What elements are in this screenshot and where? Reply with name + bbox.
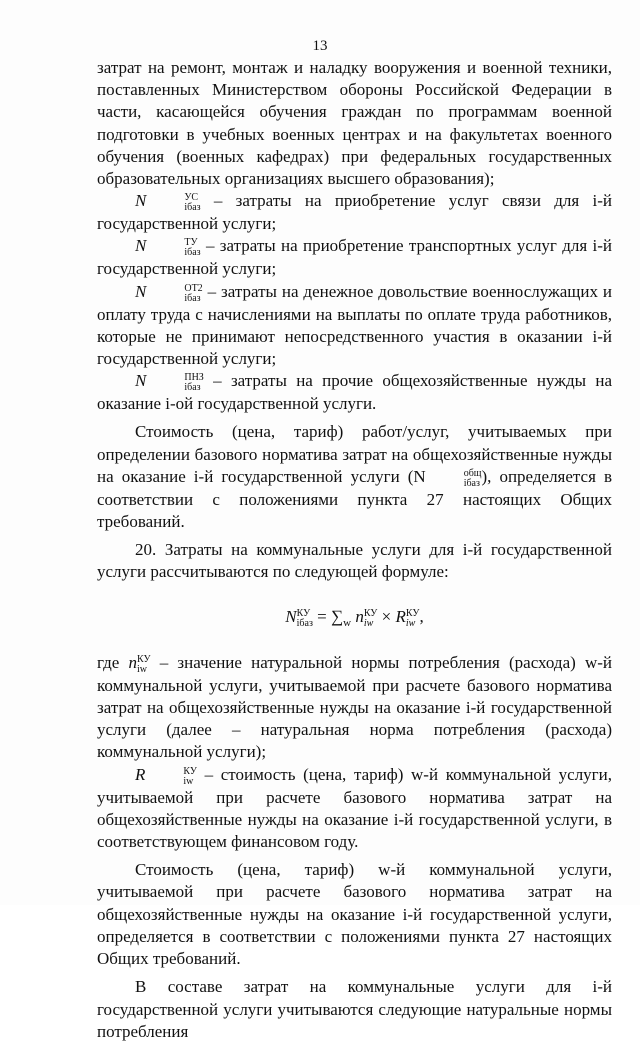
symbol-n-us: N УС iбаз (135, 191, 201, 214)
paragraph-2: N УС iбаз – затраты на приобретение услуг связи для i-й государственной услуги; (97, 191, 612, 234)
paragraph-10: Стоимость (цена, тариф) w-й коммунальной услуги, учитываемой при расчете базового норматива затрат на общехозяйственные нужды на оказание i-й государственной услуги, определяется в соответствии с положениями пункта 27 настоящих Общих требований. (97, 860, 612, 969)
paragraph-8: где n КУ iw – значение натуральной нормы потребления (расхода) w-й коммунальной услуги, учитываемой при расчете базового норматива затрат на общехозяйственные нужды на оказание i-й государственной услуги (далее – натуральная норма потребления (расхода) коммунальной услуги); (97, 652, 612, 762)
paragraph-1: затрат на ремонт, монтаж и наладку вооружения и военной техники, поставленных Министерством обороны Российской Федерации в части, касающейся обучения граждан по программам военной подготовки в учебных военных центрах и на факультетах военного обучения (военных кафедрах) при федеральных государственных образовательных организациях высшего образования); (97, 58, 612, 189)
paragraph-9: R КУ iw – стоимость (цена, тариф) w-й коммунальной услуги, учитываемой при расчете базового норматива затрат на общехозяйственные нужды на оказание i-й государственной услуги, в соответствующем финансовом году. (97, 764, 612, 852)
symbol-n-tu: N ТУ iбаз (135, 236, 201, 259)
symbol-r-ku: R КУ iw (135, 764, 197, 787)
formula: N КУ iбаз = $\sum_w$ n КУ iw × R КУ iw , (285, 606, 424, 629)
symbol-n-pnz: N ПНЗ iбаз (135, 371, 204, 394)
paragraph-6: Стоимость (цена, тариф) работ/услуг, учитываемых при определении базового норматива затрат на общехозяйственные нужды на оказание i-й государственной услуги (N общ iбаз ), определяется в соответствии с положениями пункта 27 настоящих Общих требований. (97, 422, 613, 532)
paragraph-4: N ОТ2 iбаз – затраты на денежное довольствие военнослужащих и оплату труда с начислениями на выплаты по оплате труда работников, которые не принимают непосредственного участия в оказании i-й государственной услуги; (97, 281, 612, 369)
paragraph-5: N ПНЗ iбаз – затраты на прочие общехозяйственные нужды на оказание i-ой государственной услуги. (97, 371, 612, 414)
paragraph-3: N ТУ iбаз – затраты на приобретение транспортных услуг для i-й государственной услуги; (97, 236, 612, 279)
body-text (97, 57, 612, 1043)
paragraph-11: В составе затрат на коммунальные услуги для i-й государственной услуги учитываются следующие натуральные нормы потребления (97, 977, 612, 1041)
symbol-n-obsch: N общ iбаз (413, 466, 482, 489)
symbol-n-ku: n КУ iw (128, 652, 151, 675)
symbol-n-ot2: N ОТ2 iбаз (135, 281, 203, 304)
page-number: 13 (312, 38, 328, 54)
paragraph-7: 20. Затраты на коммунальные услуги для i-й государственной услуги рассчитываются по следующей формуле: (97, 540, 612, 582)
